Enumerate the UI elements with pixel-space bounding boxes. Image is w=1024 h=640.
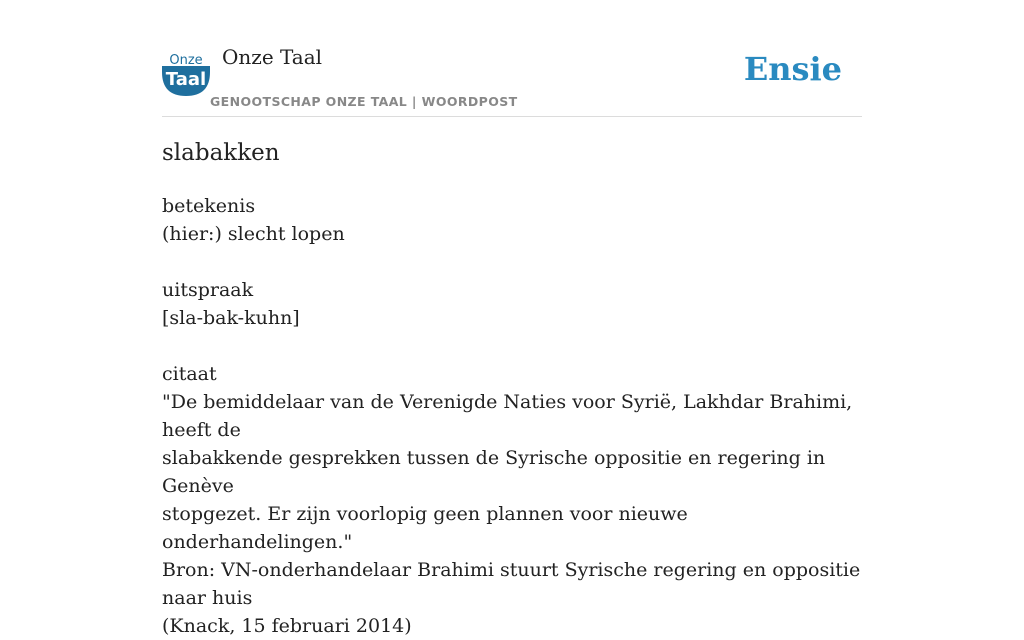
meaning-text: (hier:) slecht lopen <box>162 223 345 245</box>
header <box>162 0 862 117</box>
page <box>162 0 862 637</box>
quote-line: slabakkende gesprekken tussen de Syrische oppositie en regering in Genève <box>162 447 826 497</box>
meaning-label: betekenis <box>162 195 256 217</box>
site-subtitle: GENOOTSCHAP ONZE TAAL | WOORDPOST <box>210 94 518 109</box>
source-citation: (Knack, 15 februari 2014) <box>162 615 412 637</box>
quote-line: "De bemiddelaar van de Verenigde Naties voor Syrië, Lakhdar Brahimi, heeft de <box>162 391 853 441</box>
entry-title: slabakken <box>162 140 280 166</box>
quote-label: citaat <box>162 363 217 385</box>
onze-taal-logo[interactable] <box>162 52 210 96</box>
pronunciation-label: uitspraak <box>162 279 254 301</box>
logo-top-text: Onze <box>169 53 203 68</box>
site-name[interactable]: Onze Taal <box>222 45 323 69</box>
quote-line: stopgezet. Er zijn voorlopig geen plannen voor nieuwe onderhandelingen." <box>162 503 688 553</box>
logo-bottom-text: Taal <box>165 69 207 90</box>
pronunciation-text: [sla-bak-kuhn] <box>162 307 300 329</box>
source-text: Bron: VN-onderhandelaar Brahimi stuurt Syrische regering en oppositie naar huis <box>162 559 861 609</box>
ensie-brand-logo[interactable]: Ensie <box>743 50 842 88</box>
entry-content <box>162 192 882 640</box>
